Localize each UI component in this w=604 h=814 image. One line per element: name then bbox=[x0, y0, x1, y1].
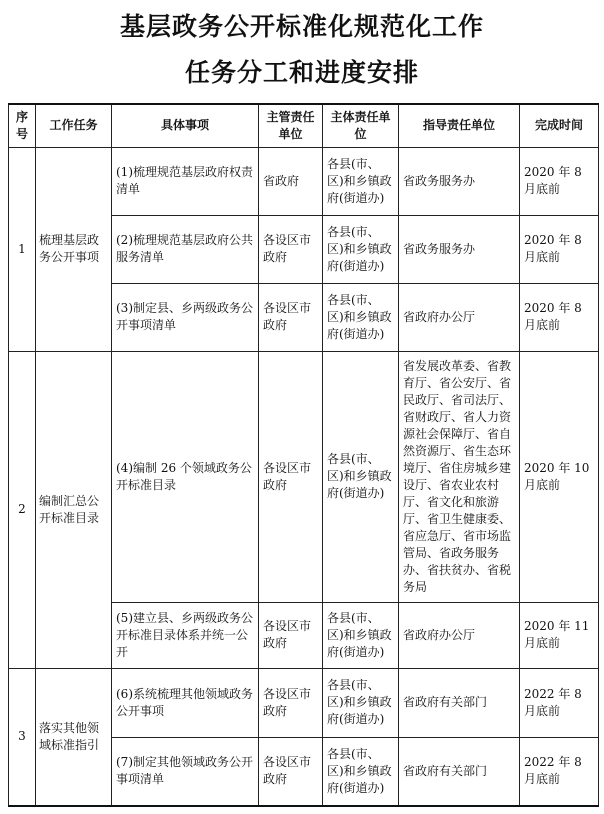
lead-unit-cell: 各设区市政府 bbox=[259, 668, 323, 737]
guide-unit-cell: 省政务服务办 bbox=[399, 215, 520, 283]
page-title: 基层政务公开标准化规范化工作 bbox=[119, 12, 484, 41]
table-header-row bbox=[9, 104, 599, 147]
guide-unit-cell: 省发展改革委、省教育厅、省公安厅、省民政厅、省司法厅、省财政厅、省人力资源社会保障厅、省自然资源厅、省生态环境厅、省住房城乡建设厅、省农业农村厅、省文化和旅游厅、省卫生健康委、省应急厅、省市场监管局、省政务服务办、省扶贫办、省税务局 bbox=[399, 351, 520, 602]
lead-unit-cell: 各设区市政府 bbox=[259, 283, 323, 351]
main-unit-cell: 各县(市、区)和乡镇政府(街道办) bbox=[323, 602, 399, 668]
item-cell: (7)制定其他领域政务公开事项清单 bbox=[112, 737, 259, 806]
group-index: 1 bbox=[9, 147, 36, 351]
guide-unit-cell: 省政府有关部门 bbox=[399, 737, 520, 806]
group-index: 2 bbox=[9, 351, 36, 668]
deadline-cell: 2022 年 8 月底前 bbox=[520, 668, 599, 737]
header-guide-unit: 指导责任单位 bbox=[399, 104, 520, 147]
table-row bbox=[9, 668, 599, 737]
lead-unit-cell: 各设区市政府 bbox=[259, 351, 323, 602]
header-task: 工作任务 bbox=[36, 104, 112, 147]
lead-unit-cell: 省政府 bbox=[259, 147, 323, 215]
deadline-cell: 2020 年 11 月底前 bbox=[520, 602, 599, 668]
item-cell: (4)编制 26 个领域政务公开标准目录 bbox=[112, 351, 259, 602]
header-deadline: 完成时间 bbox=[520, 104, 599, 147]
item-cell: (6)系统梳理其他领域政务公开事项 bbox=[112, 668, 259, 737]
header-index: 序号 bbox=[9, 104, 36, 147]
page-subtitle: 任务分工和进度安排 bbox=[184, 58, 419, 87]
guide-unit-cell: 省政府有关部门 bbox=[399, 668, 520, 737]
deadline-cell: 2020 年 10 月底前 bbox=[520, 351, 599, 602]
guide-unit-cell: 省政务服务办 bbox=[399, 147, 520, 215]
item-cell: (3)制定县、乡两级政务公开事项清单 bbox=[112, 283, 259, 351]
item-cell: (5)建立县、乡两级政务公开标准目录体系并统一公开 bbox=[112, 602, 259, 668]
deadline-cell: 2020 年 8 月底前 bbox=[520, 215, 599, 283]
deadline-cell: 2022 年 8 月底前 bbox=[520, 737, 599, 806]
lead-unit-cell: 各设区市政府 bbox=[259, 215, 323, 283]
group-task: 编制汇总公开标准目录 bbox=[36, 351, 112, 668]
guide-unit-cell: 省政府办公厅 bbox=[399, 283, 520, 351]
header-lead-unit: 主管责任单位 bbox=[259, 104, 323, 147]
main-unit-cell: 各县(市、区)和乡镇政府(街道办) bbox=[323, 737, 399, 806]
group-index: 3 bbox=[9, 668, 36, 806]
lead-unit-cell: 各设区市政府 bbox=[259, 737, 323, 806]
table-row bbox=[9, 351, 599, 602]
item-cell: (1)梳理规范基层政府权责清单 bbox=[112, 147, 259, 215]
lead-unit-cell: 各设区市政府 bbox=[259, 602, 323, 668]
main-unit-cell: 各县(市、区)和乡镇政府(街道办) bbox=[323, 668, 399, 737]
header-main-unit: 主体责任单位 bbox=[323, 104, 399, 147]
table-row bbox=[9, 147, 599, 215]
main-unit-cell: 各县(市、区)和乡镇政府(街道办) bbox=[323, 283, 399, 351]
group-task: 梳理基层政务公开事项 bbox=[36, 147, 112, 351]
group-task: 落实其他领域标准指引 bbox=[36, 668, 112, 806]
header-item: 具体事项 bbox=[112, 104, 259, 147]
guide-unit-cell: 省政府办公厅 bbox=[399, 602, 520, 668]
main-unit-cell: 各县(市、区)和乡镇政府(街道办) bbox=[323, 215, 399, 283]
deadline-cell: 2020 年 8 月底前 bbox=[520, 147, 599, 215]
main-unit-cell: 各县(市、区)和乡镇政府(街道办) bbox=[323, 351, 399, 602]
deadline-cell: 2020 年 8 月底前 bbox=[520, 283, 599, 351]
item-cell: (2)梳理规范基层政府公共服务清单 bbox=[112, 215, 259, 283]
main-unit-cell: 各县(市、区)和乡镇政府(街道办) bbox=[323, 147, 399, 215]
task-table bbox=[8, 103, 599, 807]
